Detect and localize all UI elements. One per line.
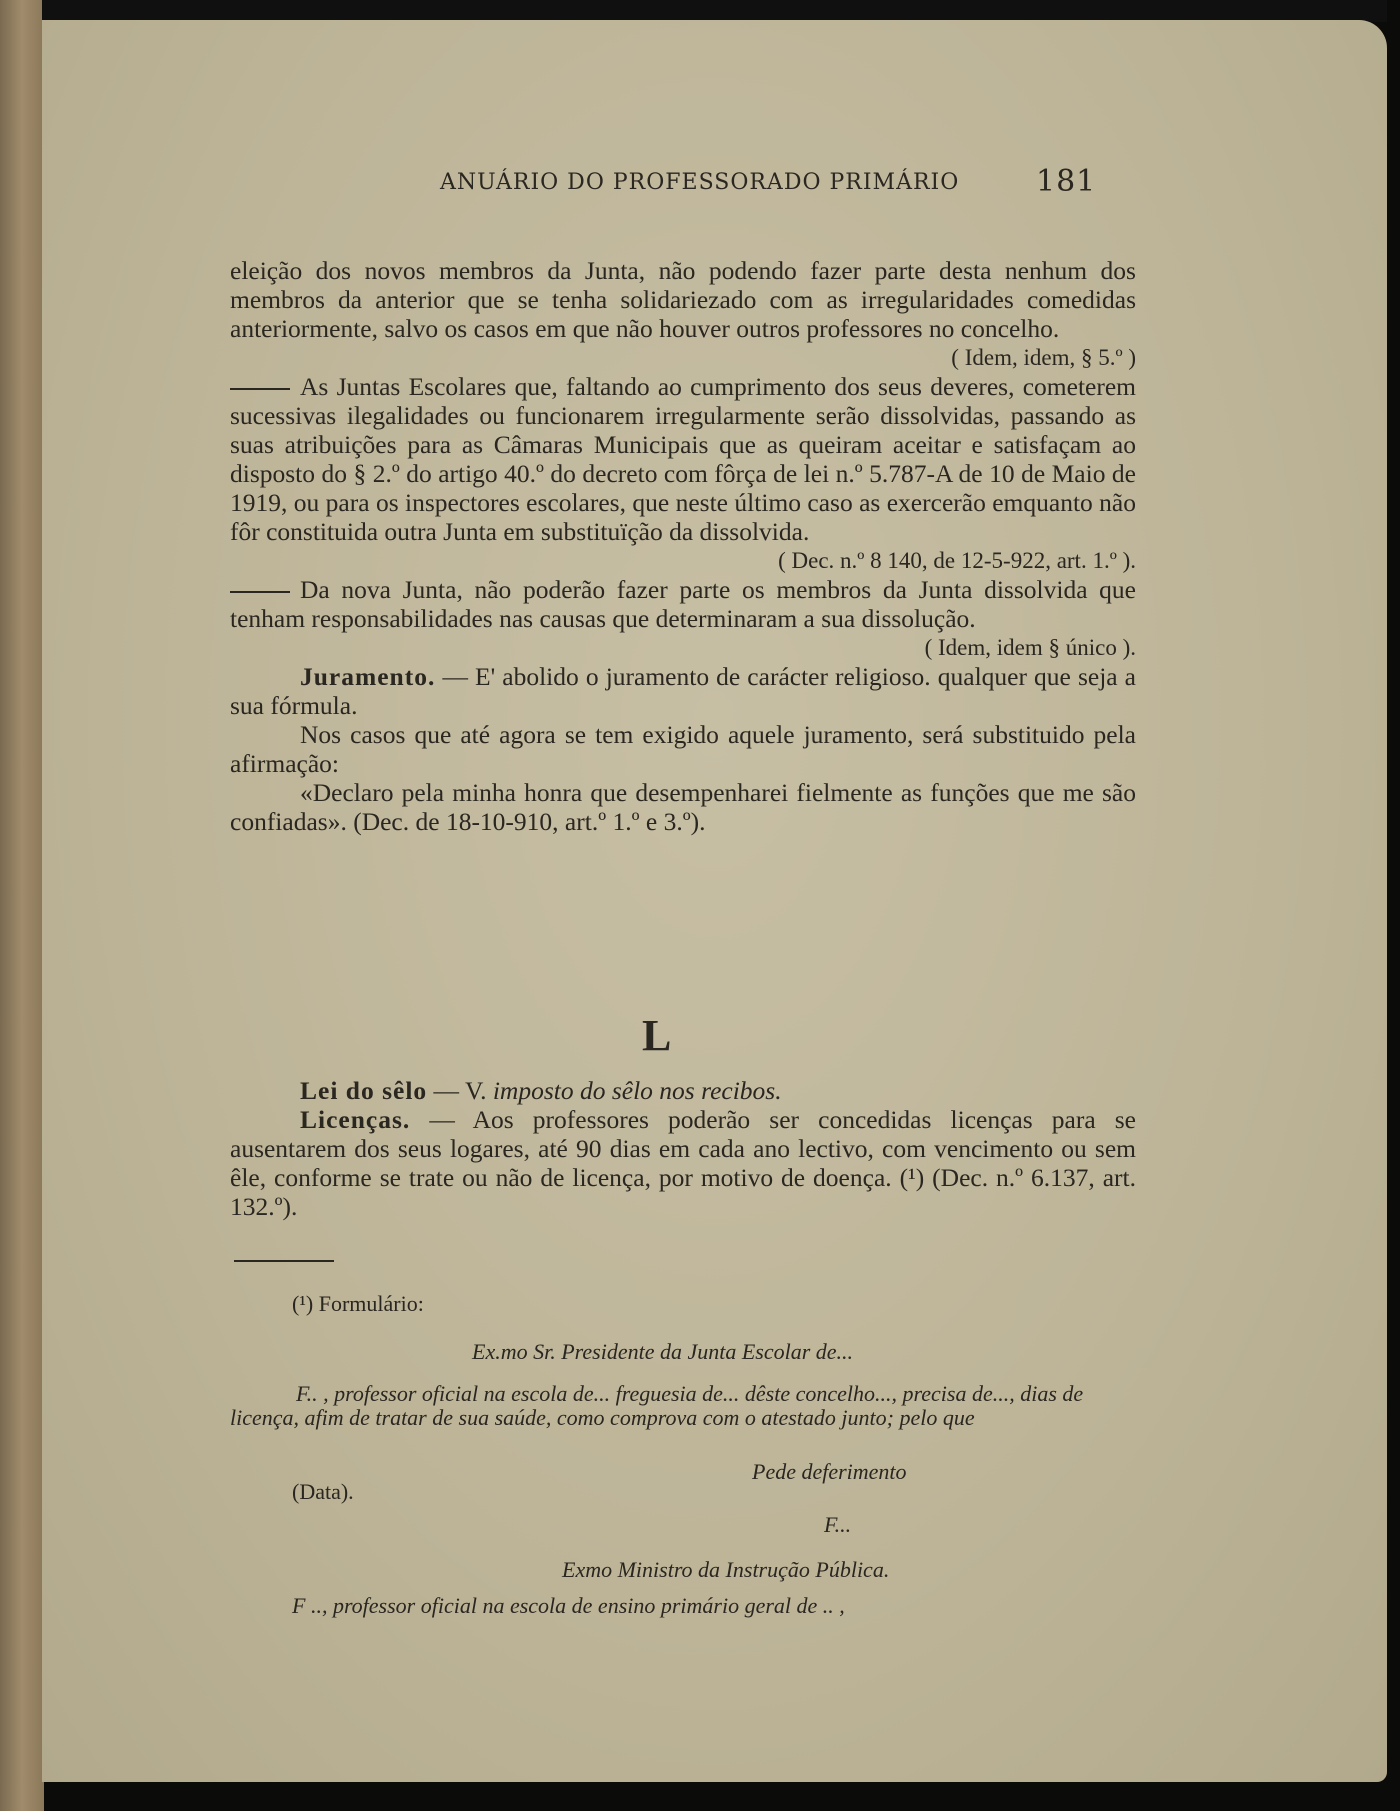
reference-3: ( Idem, idem § único ). <box>924 635 1136 660</box>
paragraph-licencas <box>230 1105 1136 1221</box>
book-spine-edge <box>0 0 44 1811</box>
paragraph-nova-junta <box>230 575 1136 633</box>
footnote-divider <box>234 1260 334 1262</box>
section-l-text <box>230 1076 1136 1221</box>
footnote-address-1: Ex.mo Sr. Presidente da Junta Escolar de... <box>472 1339 854 1364</box>
section-letter: L <box>642 1011 672 1060</box>
header-title: ANUÁRIO DO PROFESSORADO PRIMÁRIO <box>440 170 960 195</box>
reference-1: ( Idem, idem, § 5.º ) <box>951 345 1136 370</box>
paragraph-nova-junta-text: Da nova Junta, não poderão fazer parte os membros da Junta dissolvida que tenham responsabilidades nas causas que determinaram a sua dissolução. <box>230 575 1136 633</box>
juramento-heading: Juramento. <box>300 662 436 691</box>
paragraph-lei-do-selo <box>230 1076 1136 1105</box>
page <box>42 20 1387 1782</box>
paragraph-eleicao: eleição dos novos membros da Junta, não podendo fazer parte desta nenhum dos membros da anterior que se tenha solidariezado com as irregularidades comedidas anteriormente, salvo os casos em que não houver outros professores no concelho. <box>230 256 1136 343</box>
top-scan-border <box>42 0 1387 22</box>
footnote-pede: Pede deferimento <box>752 1459 907 1484</box>
licencas-heading: Licenças. <box>300 1105 411 1134</box>
footnote-sign: F... <box>824 1512 852 1537</box>
footnote-address-2: Exmo Ministro da Instrução Pública. <box>562 1557 890 1582</box>
footnote-body-2: F .., professor oficial na escola de ensino primário geral de .. , <box>292 1593 845 1618</box>
paragraph-juntas <box>230 372 1136 546</box>
footnote-data: (Data). <box>292 1479 354 1504</box>
paragraph-juramento <box>230 662 1136 720</box>
lei-heading: Lei do sêlo <box>300 1076 428 1105</box>
dash-rule <box>230 591 290 593</box>
lei-text: — V. <box>427 1076 493 1105</box>
running-header <box>440 164 1140 199</box>
page-number: 181 <box>1036 164 1097 199</box>
licencas-text: — Aos professores poderão ser concedidas licenças para se ausentarem dos seus logares, até 90 dias em cada ano lectivo, com vencimento ou sem êle, conforme se trate ou não de licença, por motivo de doença. (¹) (Dec. n.º 6.137, art. 132.º). <box>230 1105 1136 1221</box>
paragraph-juntas-text: As Juntas Escolares que, faltando ao cumprimento dos seus deveres, cometerem sucessivas ilegalidades ou funcionarem irregularmente serão dissolvidas, passando as suas atribuições para as Câmaras Municipais que as queiram aceitar e satisfaçam ao disposto do § 2.º do artigo 40.º do decreto com fôrça de lei n.º 5.787-A de 10 de Maio de 1919, ou para os inspectores escolares, que neste último caso as exercerão emquanto não fôr constituida outra Junta em substituïção da dissolvida. <box>230 372 1136 546</box>
juramento-text: — E' abolido o juramento de carácter religioso. qualquer que seja a sua fórmula. <box>230 662 1136 720</box>
paragraph-nos-casos: Nos casos que até agora se tem exigido aquele juramento, será substituido pela afirmação: <box>230 720 1136 778</box>
reference-2: ( Dec. n.º 8 140, de 12-5-922, art. 1.º ). <box>778 548 1136 573</box>
main-text <box>230 256 1136 836</box>
dash-rule <box>230 388 290 390</box>
lei-italic: imposto do sêlo nos recibos. <box>492 1076 782 1105</box>
paragraph-declaro: «Declaro pela minha honra que desempenharei fielmente as funções que me são confiadas». (Dec. de 18-10-910, art.º 1.º e 3.º). <box>230 778 1136 836</box>
footnote-label: (¹) Formulário: <box>292 1291 424 1316</box>
footnote-body-1: F.. , professor oficial na escola de... freguesia de... dêste concelho..., precisa de..., dias de licença, afim de tratar de sua saúde, como comprova com o atestado junto; pelo que <box>230 1381 1084 1430</box>
